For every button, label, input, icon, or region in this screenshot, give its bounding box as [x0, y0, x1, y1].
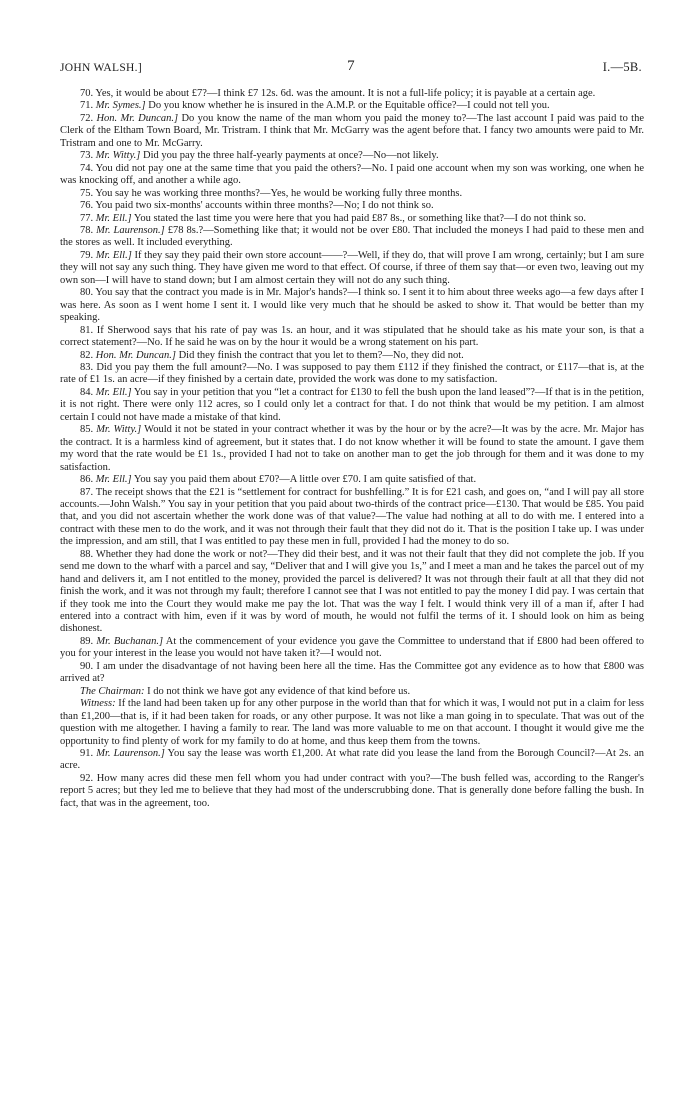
paragraph-88: 88. Whether they had done the work or not?—They did their best, and it was not their fault that they did not complete the job. If you send me down to the wharf with a parcel and say, “Deliver that and I will give you 1s,” and I meet a man and he takes the parcel out of my hand and delivers it, am I not entitled to the money, provided the parcel is delivered? It was not through their fault at all that they did not finish the work, and it was not through my fault; therefore I cannot see that I was not entitled to pay the money I did pay. I was certain that if they took me into the Court they would make me pay the lot. That was the way I felt. I would think very ill of a man if, after I had entered into a contract with him, even if it was by word of mouth, he would not fulfil the terms of it. I should look on him as being dishonest. [60, 548, 644, 635]
paragraph-74: 74. You did not pay one at the same time that you paid the others?—No. I paid one account when my son was working, one when he was knocking off, and another a while ago. [60, 162, 644, 187]
page-header [60, 58, 642, 78]
speaker-label: Mr. Symes.] [95, 100, 146, 112]
speaker-label: Hon. Mr. Duncan.] [95, 349, 176, 361]
paragraph-85: 85. Mr. Witty.] Would it not be stated in your contract whether it was by the hour or by the acre?—It was by the acre. Mr. Major has the contract. It is a harmless kind of agreement, but it states that. I do not know whether it will be found to state the amount. I gave them my word that the rate would be £1 1s., provided I had not to take on another man to get the job through for them and it was done to my satisfaction. [60, 424, 645, 473]
paragraph-86: 86. Mr. Ell.] You say you paid them about £70?—A little over £70. I am quite satisfied of that. [80, 474, 477, 486]
paragraph-84: 84. Mr. Ell.] You say in your petition that you “let a contract for £130 to fell the bush upon the land leased”?—If that is in the petition, it is not right. There were only 112 acres, so I could only let a contract for that. I do not think that would be my petition. I am almost certain I could not have made a mistake of that kind. [60, 386, 645, 423]
speaker-label: Mr. Ell.] [95, 386, 132, 398]
paragraph-92: 92. How many acres did these men fell whom you had under contract with you?—The bush felled was, according to the Ranger's report 5 acres; but they led me to believe that they had most of the underscrubbing done. That is generally done before falling the bush. In fact, that was in the agreement, too. [60, 772, 644, 809]
paragraph-78: 78. Mr. Laurenson.] £78 8s.?—Something like that; it would not be over £80. That included the moneys I had paid to these men and the stores as well. It included everything. [60, 224, 645, 249]
paragraph-76: 76. You paid two six-months' accounts within three months?—No; I do not think so. [80, 200, 434, 212]
header-witness-name: JOHN WALSH.] [60, 62, 142, 74]
paragraph-75: 75. You say he was working three months?—Yes, he would be working fully three months. [80, 187, 463, 199]
speaker-label: Mr. Ell.] [95, 474, 132, 486]
paragraph-81: 81. If Sherwood says that his rate of pay was 1s. an hour, and it was stipulated that he should take as his mate your son, is that a correct statement?—No. If he said he was on by the hour it would be a wrong statement on his part. [60, 324, 644, 349]
paragraph-83: 83. Did you pay them the full amount?—No. I was supposed to pay them £112 if they finished the contract, or £117—that is, at the rate of £1 1s. an acre—if they finished by a certain date, provided the work was done to my satisfaction. [60, 361, 644, 386]
chairman-remark: The Chairman: I do not think we have got any evidence of that kind before us. [80, 685, 411, 697]
paragraph-89: 89. Mr. Buchanan.] At the commencement of your evidence you gave the Committee to understand that if £800 had been offered to you for your interest in the lease you would not have taken it?—I would not. [60, 635, 645, 660]
speaker-label: Mr. Witty.] [95, 150, 141, 162]
speaker-label: Mr. Witty.] [96, 424, 142, 436]
speaker-label: The Chairman: [80, 685, 145, 697]
speaker-label: Mr. Laurenson.] [96, 748, 165, 760]
paragraph-80: 80. You say that the contract you made is in Mr. Major's hands?—I think so. I sent it to him about three weeks ago—a few days after I was here. As soon as I went home I sent it. I would like very much that he should be asked to show it. That would be better than my speaking. [60, 287, 644, 324]
paragraph-90: 90. I am under the disadvantage of not having been here all the time. Has the Committee got any evidence as to how that £800 was arrived at? [60, 660, 644, 685]
paragraph-71: 71. Mr. Symes.] Do you know whether he is insured in the A.M.P. or the Equitable office?—I could not tell you. [80, 100, 550, 112]
speaker-label: Mr. Ell.] [95, 212, 132, 224]
paragraph-77: 77. Mr. Ell.] You stated the last time you were here that you had paid £87 8s., or something like that?—I do not think so. [80, 212, 587, 224]
speaker-label: Hon. Mr. Duncan.] [96, 112, 179, 124]
speaker-label: Witness: [80, 698, 116, 710]
witness-remark: Witness: If the land had been taken up for any other purpose in the world than that for which it was, I would not put in a claim for less than £1,200—that is, if it had been taken for roads, or any other purpose. It was not like a man going in to speculate. That was out of the question with me altogether. I having a family to rear. The land was more valuable to me on that account. I thought it would give me the opportunity to find plenty of work for my family to do at home, and thus keep them from the towns. [60, 698, 644, 747]
paragraph-87: 87. The receipt shows that the £21 is “settlement for contract for bushfelling.” It is for £21 cash, and goes on, “and I will pay all store accounts.—John Walsh.” You say in your petition that you paid about two-thirds of the contract price—£130. That would be £85. You paid that, and you did not ascertain whether the work done was of that value?—The value had nothing at all to do with me. I entered into a contract with these men to do the work, and it was not through their fault that they did not do it. That is the position I take up. I was under the impression, and am still, that I was entitled to pay these men in full, provided I had the money to do so. [60, 486, 644, 548]
paragraph-91: 91. Mr. Laurenson.] You say the lease was worth £1,200. At what rate did you lease the land from the Borough Council?—At 2s. an acre. [60, 748, 644, 772]
document-reference: I.—5B. [602, 60, 642, 74]
paragraph-70: 70. Yes, it would be about £7?—I think £7 12s. 6d. was the amount. It is not a full-life policy; it is payable at a certain age. [80, 88, 596, 99]
speaker-label: Mr. Laurenson.] [96, 224, 165, 236]
paragraph-79: 79. Mr. Ell.] If they say they paid their own store account——?—Well, if they do, that will prove I am wrong, certainly; but I am sure they will not say any such thing. They have given me word to that effect. Of course, if three of them say that—or even two, leaving out my own son—I will have to stand down; but I am almost certain they will not do any such thing. [60, 249, 645, 286]
page-number: 7 [347, 58, 355, 74]
speaker-label: Mr. Buchanan.] [96, 635, 164, 647]
speaker-label: Mr. Ell.] [95, 249, 132, 261]
evidence-text [60, 88, 644, 810]
paragraph-72: 72. Hon. Mr. Duncan.] Do you know the name of the man whom you paid the money to?—The last account I paid was paid to the Clerk of the Eltham Town Board, Mr. Tristram. I think that Mr. McGarry was the agent before that. I fancy two amounts were paid to Mr. Tristram and one to Mr. McGarry. [60, 112, 645, 149]
paragraph-82: 82. Hon. Mr. Duncan.] Did they finish the contract that you let to them?—No, they did not. [80, 349, 464, 361]
paragraph-73: 73. Mr. Witty.] Did you pay the three half-yearly payments at once?—No—not likely. [80, 150, 439, 162]
